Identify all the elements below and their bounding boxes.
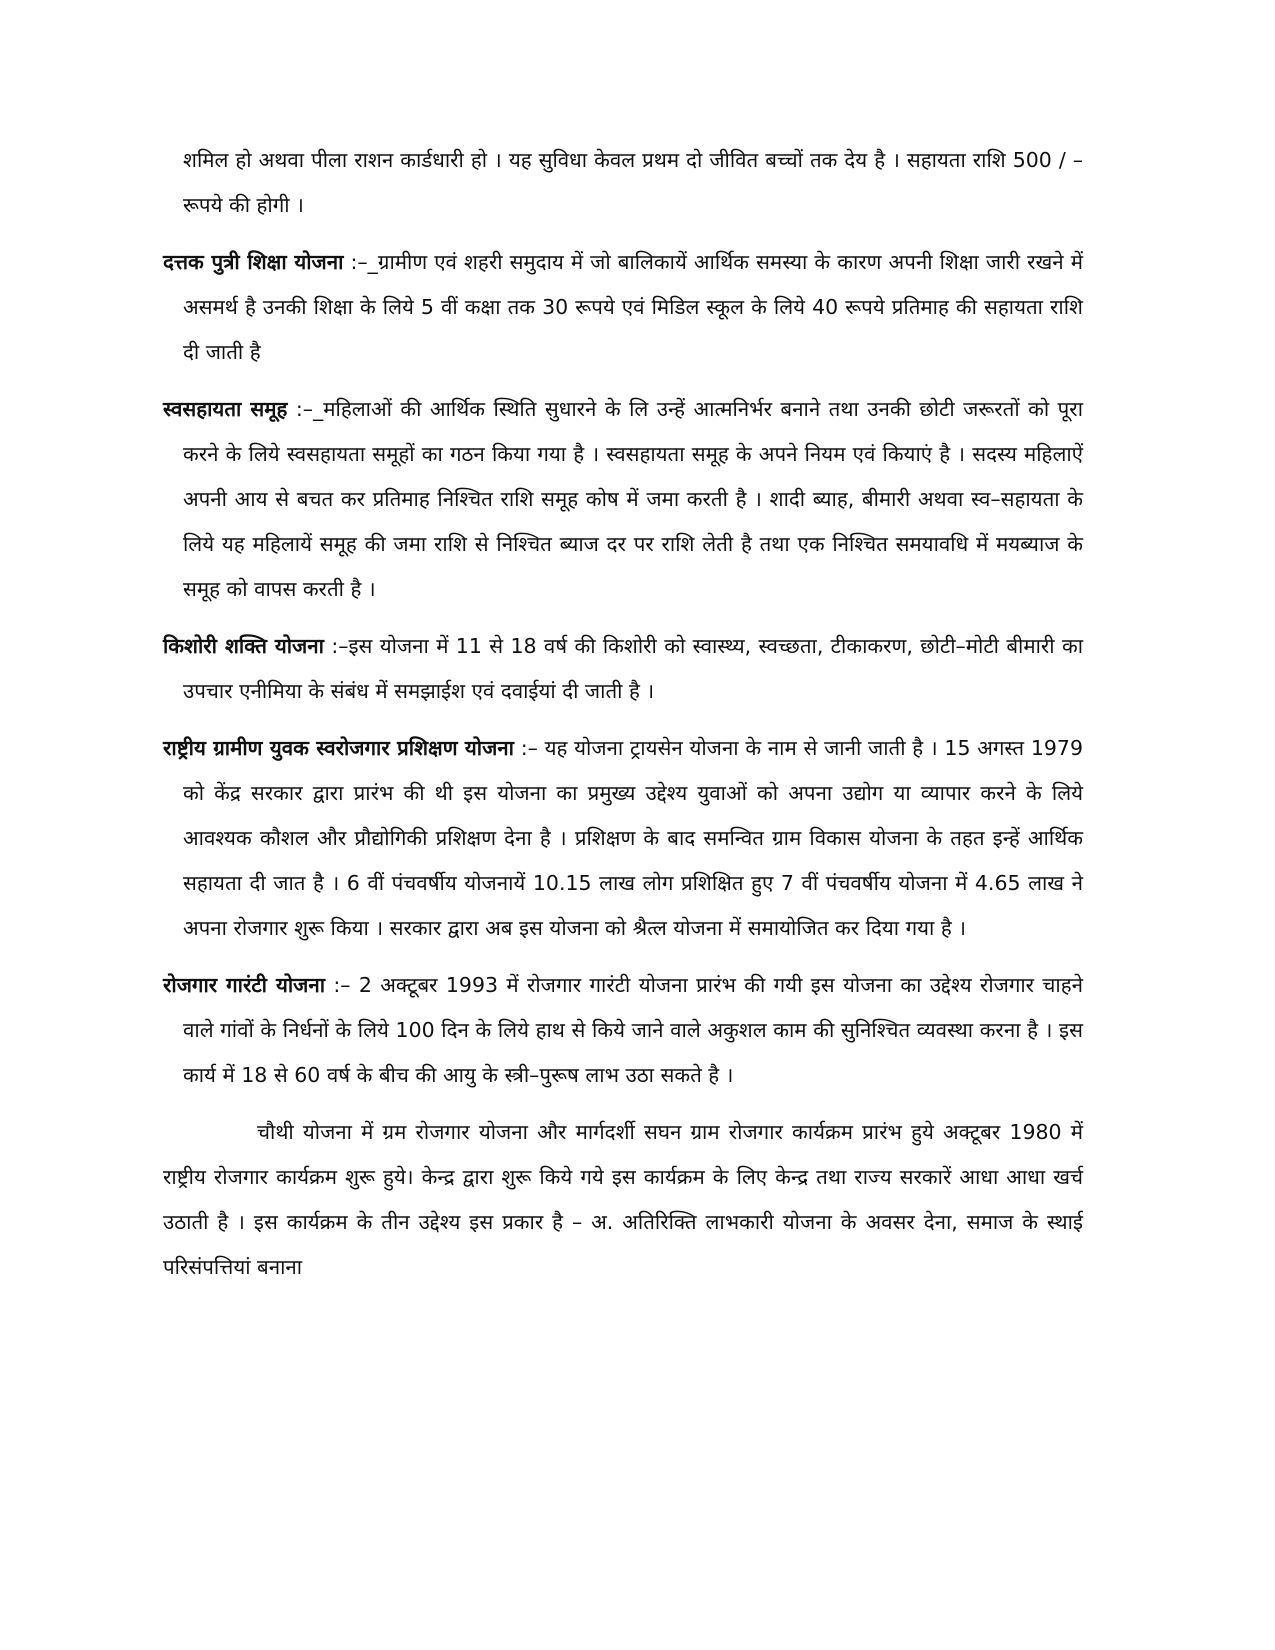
paragraph-text: :–_महिलाओं की आर्थिक स्थिति सुधारने के लि उन्हें आत्मनिर्भर बनाने तथा उनकी छोटी जरूरतों को पूरा करने के लिये स्वसहायता समूहों का गठन किया गया है । स्वसहायता समूह के अपने नियम एवं कियाएं है । सदस्य महिलाऐं अपनी आय से बचत कर प्रतिमाह निश्चित राशि समूह कोष में जमा करती है । शादी ब्याह, बीमारी अथवा स्व–सहायता के लिये यह महिलायें समूह की जमा राशि से निश्चित ब्याज दर पर राशि लेती है तथा एक निश्चित समयावधि में मयब्याज के समूह को वापस करती है ।	[183, 397, 1083, 601]
paragraph-trysem	[163, 726, 1083, 951]
section-heading: स्वसहायता समूह	[163, 397, 288, 421]
paragraph-chauthi-yojana	[163, 1110, 1083, 1290]
paragraph-text: :– यह योजना ट्रायसेन योजना के नाम से जानी जाती है । 15 अगस्त 1979 को केंद्र सरकार द्वारा प्रारंभ की थी इस योजना का प्रमुख्य उद्देश्य युवाओं को अपना उद्योग या व्यापार करने के लिये आवश्यक कौशल और प्रौद्योगिकी प्रशिक्षण देना है । प्रशिक्षण के बाद समन्वित ग्राम विकास योजना के तहत इन्हें आर्थिक सहायता दी जात है । 6 वीं पंचवर्षीय योजनायें 10.15 लाख लोग प्रशिक्षित हुए 7 वीं पंचवर्षीय योजना में 4.65 लाख ने अपना रोजगार शुरू किया । सरकार द्वारा अब इस योजना को श्रैत्ल योजना में समायोजित कर दिया गया है ।	[183, 736, 1083, 940]
paragraph-swasahayata	[163, 387, 1083, 612]
document-body	[163, 138, 1083, 1302]
paragraph-text: :–इस योजना में 11 से 18 वर्ष की किशोरी को स्वास्थ्य, स्वच्छता, टीकाकरण, छोटी–मोटी बीमारी का उपचार एनीमिया के संबंध में समझाईश एवं दवाईयां दी जाती है ।	[183, 634, 1084, 703]
section-heading: राष्ट्रीय ग्रामीण युवक स्वरोजगार प्रशिक्षण योजना	[163, 736, 514, 760]
paragraph-rojgar-guarantee	[163, 963, 1083, 1098]
paragraph-dattak-putri	[163, 240, 1083, 375]
section-heading: दत्तक पुत्री शिक्षा योजना	[163, 250, 344, 274]
paragraph-kishori-shakti	[163, 624, 1083, 714]
paragraph-text: :– 2 अक्टूबर 1993 में रोजगार गारंटी योजना प्रारंभ की गयी इस योजना का उद्देश्य रोजगार चाहने वाले गांवों के निर्धनों के लिये 100 दिन के लिये हाथ से किये जाने वाले अकुशल काम की सुनिश्चित व्यवस्था करना है । इस कार्य में 18 से 60 वर्ष के बीच की आयु के स्त्री–पुरूष लाभ उठा सकते है ।	[183, 973, 1084, 1087]
section-heading: किशोरी शक्ति योजना	[163, 634, 324, 658]
paragraph-text: चौथी योजना में ग्रम रोजगार योजना और मार्गदर्शी सघन ग्राम रोजगार कार्यक्रम प्रारंभ हुये अक्टूबर 1980 में राष्ट्रीय रोजगार कार्यक्रम शुरू हुये। केन्द्र द्वारा शुरू किये गये इस कार्यक्रम के लिए केन्द्र तथा राज्य सरकारें आधा आधा खर्च उठाती है । इस कार्यक्रम के तीन उद्देश्य इस प्रकार है – अ. अतिरिक्ति लाभकारी योजना के अवसर देना, समाज के स्थाई परिसंपत्तियां बनाना	[163, 1120, 1083, 1279]
paragraph-text: शमिल हो अथवा पीला राशन कार्डधारी हो । यह सुविधा केवल प्रथम दो जीवित बच्चों तक देय है । सहायता राशि 500 / – रूपये की होगी ।	[183, 148, 1083, 217]
paragraph-text: :–_ग्रामीण एवं शहरी समुदाय में जो बालिकायें आर्थिक समस्या के कारण अपनी शिक्षा जारी रखने में असमर्थ है उनकी शिक्षा के लिये 5 वीं कक्षा तक 30 रूपये एवं मिडिल स्कूल के लिये 40 रूपये प्रतिमाह की सहायता राशि दी जाती है	[183, 250, 1083, 364]
paragraph-continuation	[163, 138, 1083, 228]
section-heading: रोजगार गारंटी योजना	[163, 973, 326, 997]
